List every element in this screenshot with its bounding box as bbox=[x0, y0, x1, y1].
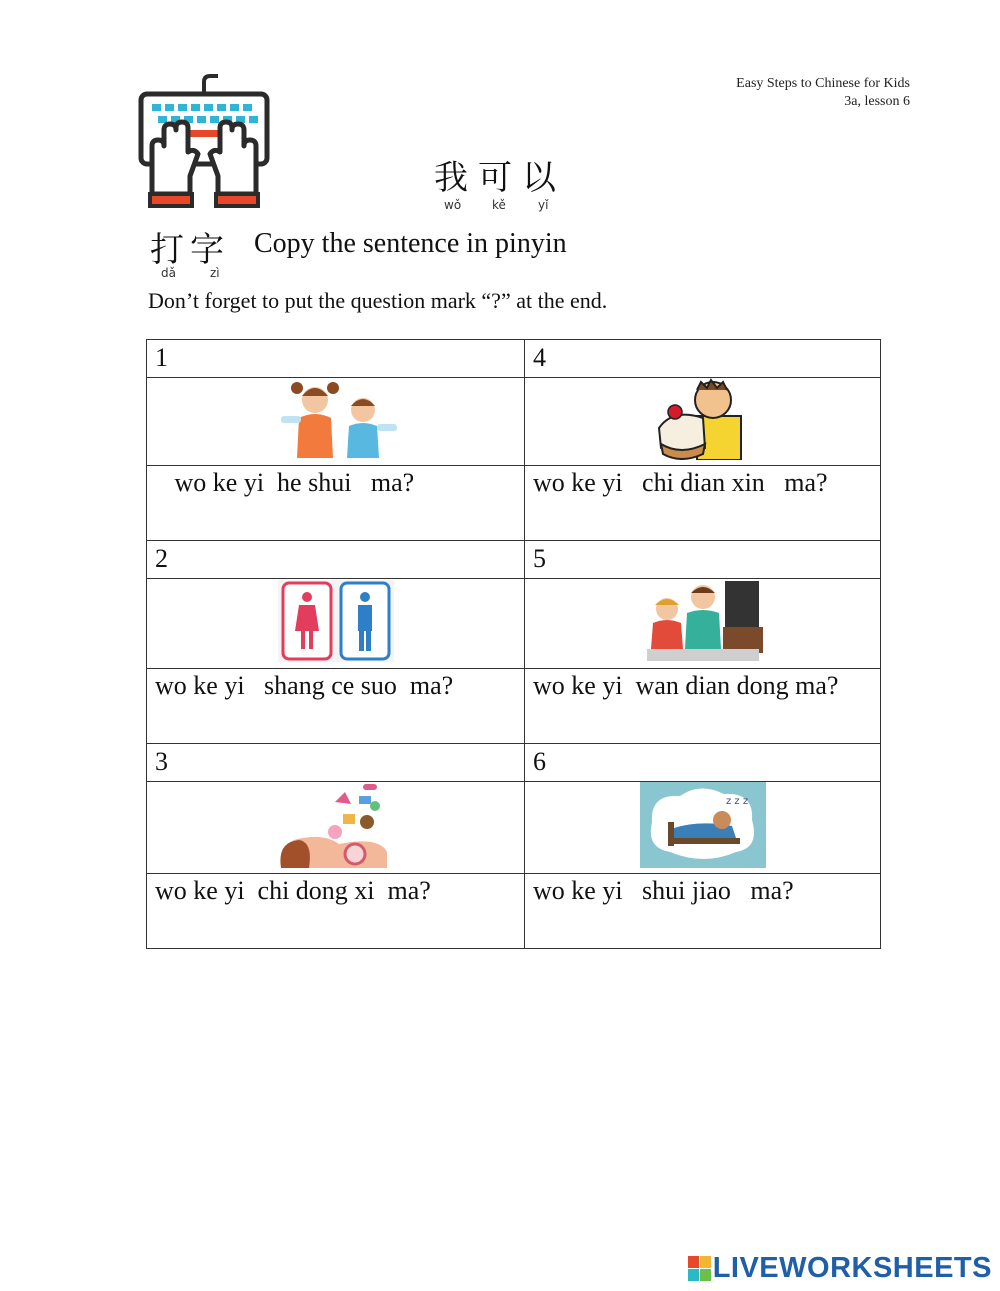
cell-number: 2 bbox=[147, 541, 525, 579]
toilet-sign-picture bbox=[147, 579, 525, 669]
cell-number: 5 bbox=[525, 541, 881, 579]
subtitle-pinyin-2: zì bbox=[210, 266, 220, 280]
typing-hands-icon bbox=[138, 72, 270, 213]
answer-cell[interactable] bbox=[525, 466, 881, 541]
subtitle-pinyin-1: dǎ bbox=[161, 266, 176, 280]
cell-number: 6 bbox=[525, 744, 881, 782]
title-pinyin-2: kě bbox=[492, 198, 506, 212]
page-title-hanzi: 我可以 bbox=[434, 158, 566, 198]
cell-number: 4 bbox=[525, 340, 881, 378]
worksheet-table bbox=[146, 339, 881, 949]
answer-cell[interactable] bbox=[525, 874, 881, 949]
title-pinyin-3: yǐ bbox=[538, 198, 549, 212]
answer-text: wo ke yi shang ce suo ma? bbox=[155, 671, 454, 700]
answer-text: wo ke yi he shui ma? bbox=[155, 468, 415, 497]
instruction-main: Copy the sentence in pinyin bbox=[254, 228, 567, 259]
svg-text:z z z: z z z bbox=[725, 796, 748, 807]
boy-eating-dessert-picture bbox=[525, 378, 881, 466]
lesson-label: 3a, lesson 6 bbox=[844, 94, 910, 109]
course-title: Easy Steps to Chinese for Kids bbox=[736, 76, 910, 91]
answer-cell[interactable] bbox=[147, 466, 525, 541]
children-drinking-water-picture bbox=[147, 378, 525, 466]
header-info bbox=[736, 75, 910, 111]
answer-text: wo ke yi chi dian xin ma? bbox=[533, 468, 828, 497]
instruction-sub: Don’t forget to put the question mark “?” at the end. bbox=[148, 288, 608, 313]
cell-number: 3 bbox=[147, 744, 525, 782]
answer-text: wo ke yi chi dong xi ma? bbox=[155, 876, 431, 905]
liveworksheets-logo bbox=[687, 1252, 992, 1285]
answer-cell[interactable] bbox=[525, 669, 881, 744]
title-pinyin-1: wǒ bbox=[444, 198, 462, 212]
answer-text: wo ke yi wan dian dong ma? bbox=[533, 671, 839, 700]
subtitle-hanzi: 打字 bbox=[150, 230, 230, 270]
answer-text: wo ke yi shui jiao ma? bbox=[533, 876, 794, 905]
eating-snacks-picture bbox=[147, 782, 525, 874]
answer-cell[interactable] bbox=[147, 874, 525, 949]
answer-cell[interactable] bbox=[147, 669, 525, 744]
boy-sleeping-picture bbox=[525, 782, 881, 874]
liveworksheets-cube-icon bbox=[687, 1255, 713, 1283]
kids-playing-video-games-picture bbox=[525, 579, 881, 669]
cell-number: 1 bbox=[147, 340, 525, 378]
footer-brand: LIVEWORKSHEETS bbox=[712, 1252, 992, 1284]
